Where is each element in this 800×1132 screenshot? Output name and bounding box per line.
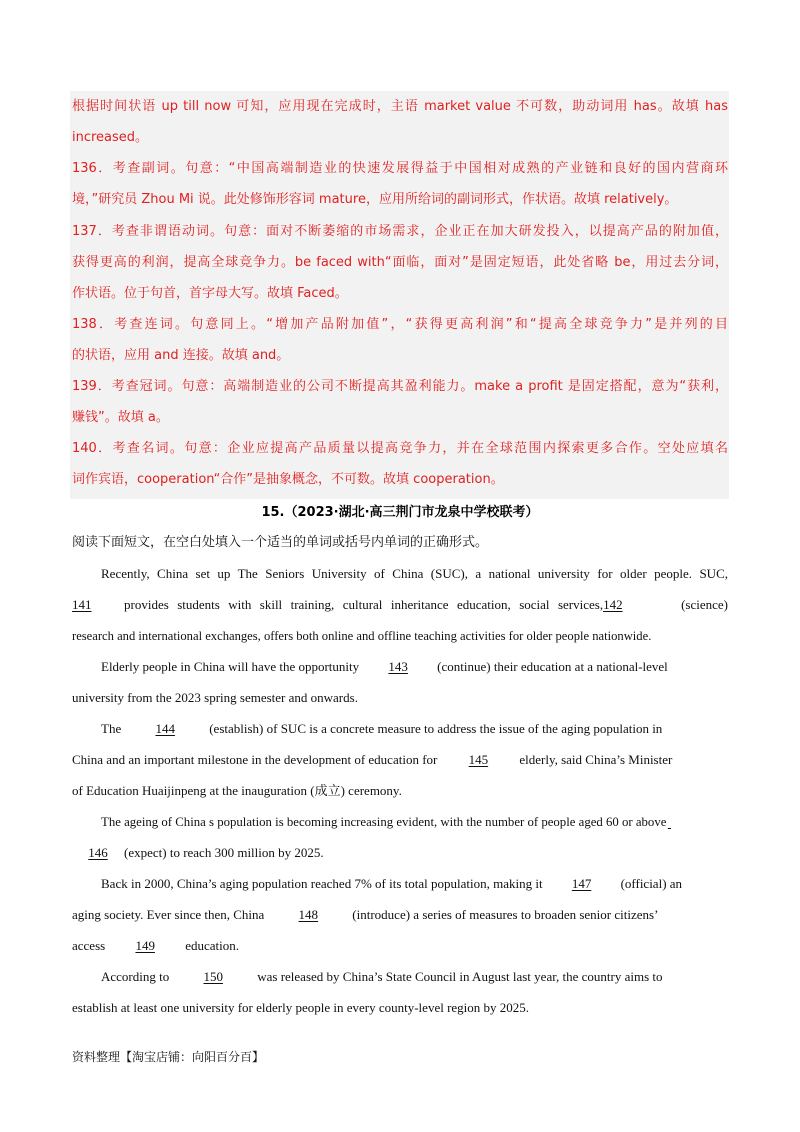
answer-line: 根据时间状语 up till now 可知，应用现在完成时，主语 market value 不可数，助动词用 has。故填 has (72, 99, 728, 114)
answer-line: 境，”研究员 Zhou Mi 说。此处修饰形容词 mature，应用所给词的副词形式，作状语。故填 relatively。 (72, 192, 678, 207)
passage-line: Recently, China set up The Seniors University of China (SUC), a national university for older people. SUC, (101, 566, 728, 581)
blank-143[interactable]: 143 (388, 659, 408, 674)
blank-150[interactable]: 150 (203, 969, 223, 984)
passage-line: research and international exchanges, offers both online and offline teaching activities for older people nationwide. (72, 629, 652, 643)
section-title: 15.（2023·湖北·高三荆门市龙泉中学校联考） (261, 505, 539, 520)
blank-146[interactable]: 146 (88, 845, 108, 860)
passage-line: of Education Huaijinpeng at the inauguration (成立) ceremony. (72, 783, 402, 798)
answer-line: 140．考查名词。句意：企业应提高产品质量以提高竞争力，并在全球范围内探索更多合作。空处应填名 (72, 441, 728, 456)
blank-149[interactable]: 149 (135, 938, 155, 953)
answer-line: 获得更高的利润，提高全球竞争力。be faced with“面临，面对”是固定短语，此处省略 be，用过去分词， (72, 255, 728, 270)
passage-line: access 149 education. (72, 938, 239, 953)
answer-line: 137．考查非谓语动词。句意：面对不断萎缩的市场需求，企业正在加大研发投入，以提高产品的附加值， (72, 224, 728, 239)
answer-line: 的状语，应用 and 连接。故填 and。 (72, 348, 290, 363)
footer-text: 资料整理【淘宝店铺：向阳百分百】 (72, 1050, 265, 1064)
blank-142[interactable]: 142 (603, 597, 623, 612)
blank-141[interactable]: 141 (72, 597, 92, 612)
passage-line: university from the 2023 spring semester and onwards. (72, 690, 358, 705)
passage-line: China and an important milestone in the development of education for 145 elderly, said China’s Minister (72, 752, 673, 767)
blank-148[interactable]: 148 (298, 907, 319, 922)
blank-144[interactable]: 144 (155, 721, 175, 736)
answer-line: 作状语。位于句首，首字母大写。故填 Faced。 (72, 286, 348, 301)
answer-line: increased。 (72, 130, 149, 145)
passage-line: aging society. Ever since then, China 148 (introduce) a series of measures to broaden senior citizens’ (72, 907, 659, 922)
passage-line: The 144 (establish) of SUC is a concrete measure to address the issue of the aging population in (101, 721, 663, 736)
passage-line: According to 150 was released by China’s State Council in August last year, the country aims to (101, 969, 663, 984)
passage-line: Back in 2000, China’s aging population reached 7% of its total population, making it 147 (official) an (101, 876, 683, 891)
answer-line: 138．考查连词。句意同上。“增加产品附加值”，“获得更高利润”和“提高全球竞争力”是并列的目 (72, 317, 728, 332)
answer-line: 136．考查副词。句意：“中国高端制造业的快速发展得益于中国相对成熟的产业链和良好的国内营商环 (72, 161, 728, 176)
blank-145[interactable]: 145 (468, 752, 489, 767)
passage-line: establish at least one university for elderly people in every county-level region by 2025. (72, 1000, 530, 1015)
passage-line: 146 (expect) to reach 300 million by 2025. (72, 845, 728, 861)
passage-line: The ageing of China s population is becoming increasing evident, with the number of people aged 60 or above (101, 815, 667, 829)
blank-147[interactable]: 147 (571, 876, 592, 891)
answer-line: 词作宾语，cooperation“合作”是抽象概念，不可数。故填 cooperation。 (72, 472, 504, 487)
answer-line: 赚钱”。故填 a。 (72, 410, 169, 425)
passage-line: 141 provides students with skill training, cultural inheritance education, social services,142 (science) (72, 597, 728, 612)
answer-line: 139．考查冠词。句意：高端制造业的公司不断提高其盈利能力。make a profit 是固定搭配，意为“获利， (72, 379, 728, 394)
passage-line: Elderly people in China will have the opportunity 143 (continue) their education at a national-level (101, 659, 668, 674)
instruction-text: 阅读下面短文，在空白处填入一个适当的单词或括号内单词的正确形式。 (72, 535, 489, 550)
